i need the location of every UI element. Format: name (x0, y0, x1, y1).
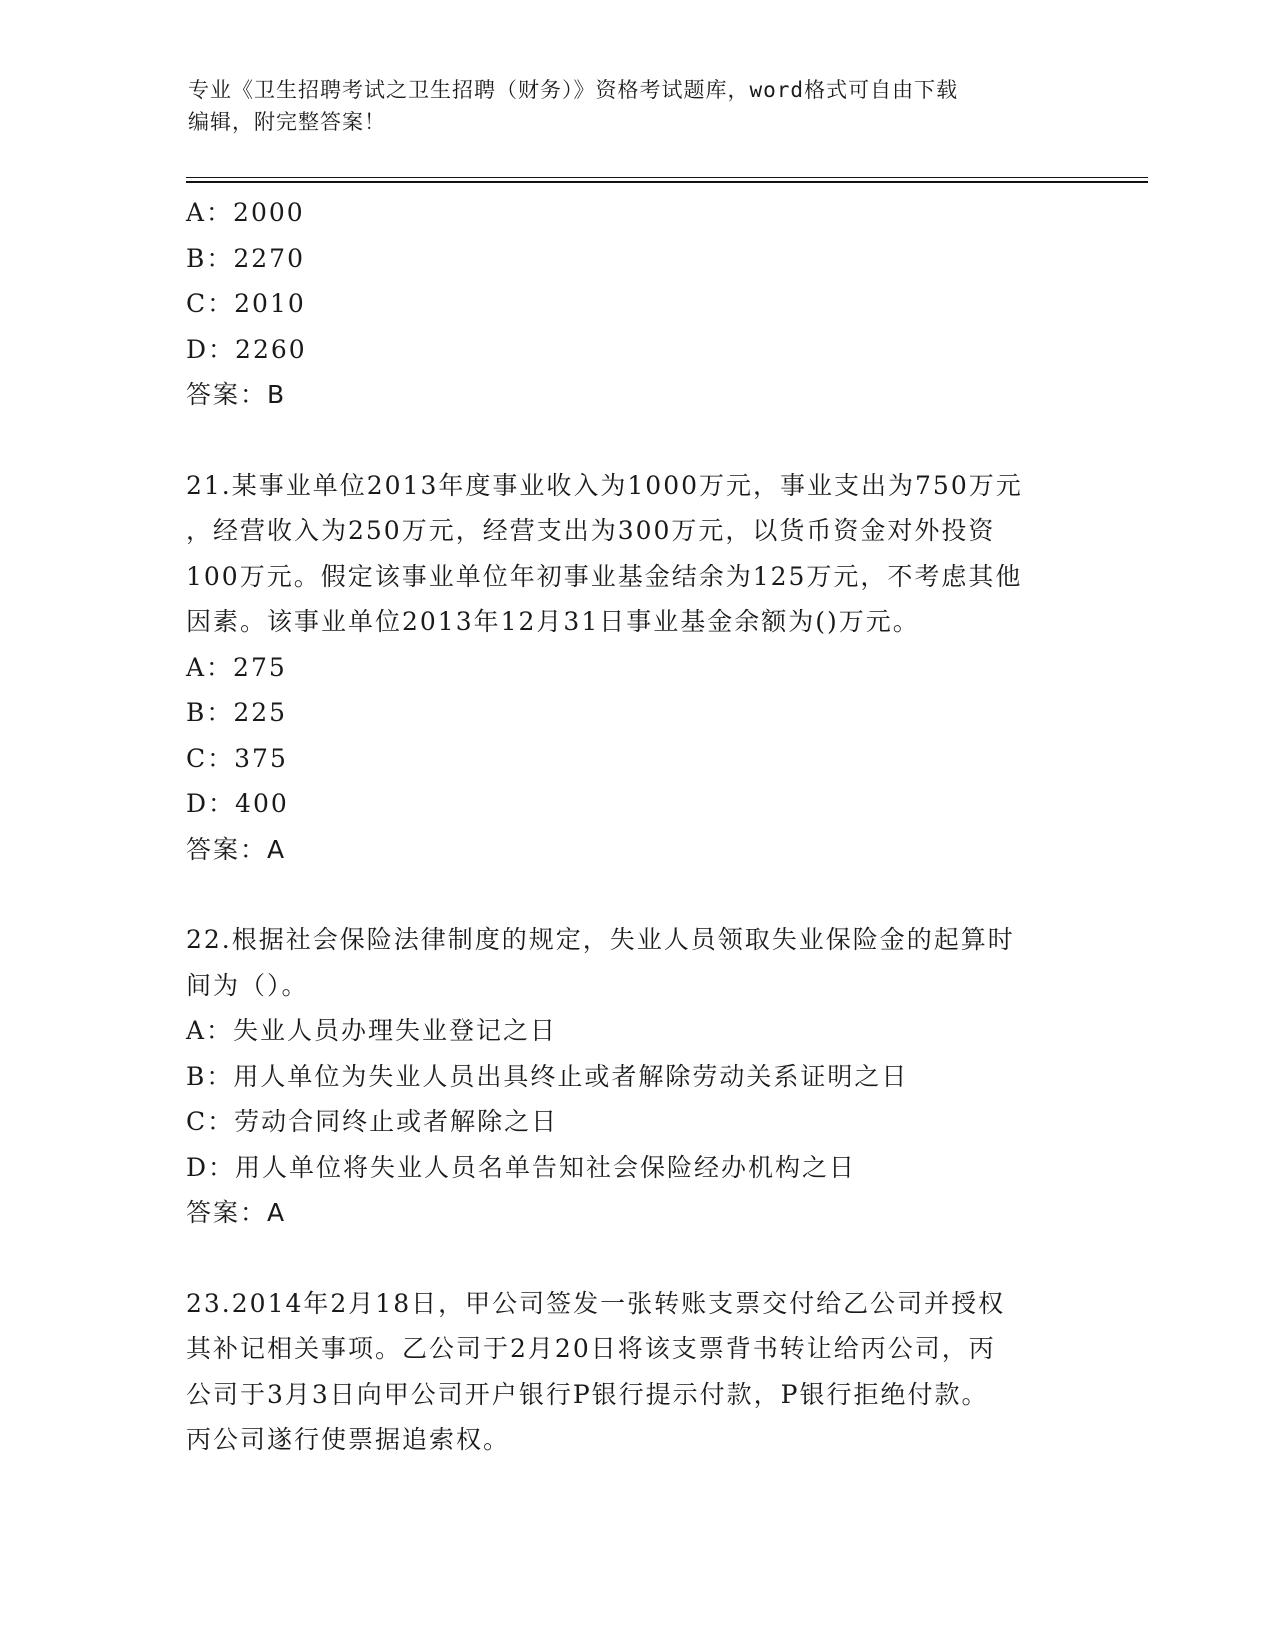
option-a: A：275 (186, 652, 287, 682)
header-line-2: 编辑，附完整答案！ (188, 110, 386, 134)
question-20-tail (186, 190, 1086, 418)
option-b: B：225 (186, 698, 288, 727)
question-22 (186, 917, 1086, 1236)
option-b: B：用人单位为失业人员出具终止或者解除劳动关系证明之日 (186, 1061, 909, 1091)
option-d: D：400 (186, 789, 289, 818)
question-text-line: 间为（）。 (186, 970, 309, 1000)
question-text-line: 公司于3月3日向甲公司开户银行P银行提示付款，P银行拒绝付款。 (186, 1379, 989, 1409)
option-d: D：用人单位将失业人员名单告知社会保险经办机构之日 (186, 1152, 857, 1182)
question-21 (186, 463, 1086, 873)
question-23 (186, 1281, 1086, 1463)
question-text-line: 丙公司遂行使票据追索权。 (186, 1425, 511, 1454)
question-text-line: 22.根据社会保险法律制度的规定，失业人员领取失业保险金的起算时 (186, 925, 1015, 954)
option-a: A：失业人员办理失业登记之日 (186, 1016, 558, 1045)
option-c: C：2010 (186, 289, 306, 318)
header-line-1: 专业《卫生招聘考试之卫生招聘（财务）》资格考试题库，word格式可自由下载 (188, 78, 959, 102)
option-a: A：2000 (186, 198, 305, 227)
option-c: C：375 (186, 743, 288, 773)
option-b: B：2270 (186, 243, 305, 273)
question-text-line: 因素。该事业单位2013年12月31日事业基金余额为()万元。 (186, 607, 920, 636)
option-d: D：2260 (186, 334, 307, 364)
question-text-line: 23.2014年2月18日，甲公司签发一张转账支票交付给乙公司并授权 (186, 1288, 1006, 1318)
header-rule-thick (186, 181, 1148, 183)
option-c: C：劳动合同终止或者解除之日 (186, 1107, 559, 1136)
document-body (186, 190, 1086, 1463)
answer: 答案：A (186, 834, 287, 864)
question-text-line: 21.某事业单位2013年度事业收入为1000万元，事业支出为750万元 (186, 470, 1023, 500)
question-text-line: 其补记相关事项。乙公司于2月20日将该支票背书转让给丙公司，丙 (186, 1334, 996, 1363)
document-header (188, 74, 1088, 138)
answer: 答案：B (186, 380, 287, 409)
answer: 答案：A (186, 1198, 287, 1227)
question-text-line: ，经营收入为250万元，经营支出为300万元，以货币资金对外投资 (186, 516, 996, 545)
header-rule-thin (186, 177, 1148, 178)
question-text-line: 100万元。假定该事业单位年初事业基金结余为125万元，不考虑其他 (186, 561, 1023, 591)
